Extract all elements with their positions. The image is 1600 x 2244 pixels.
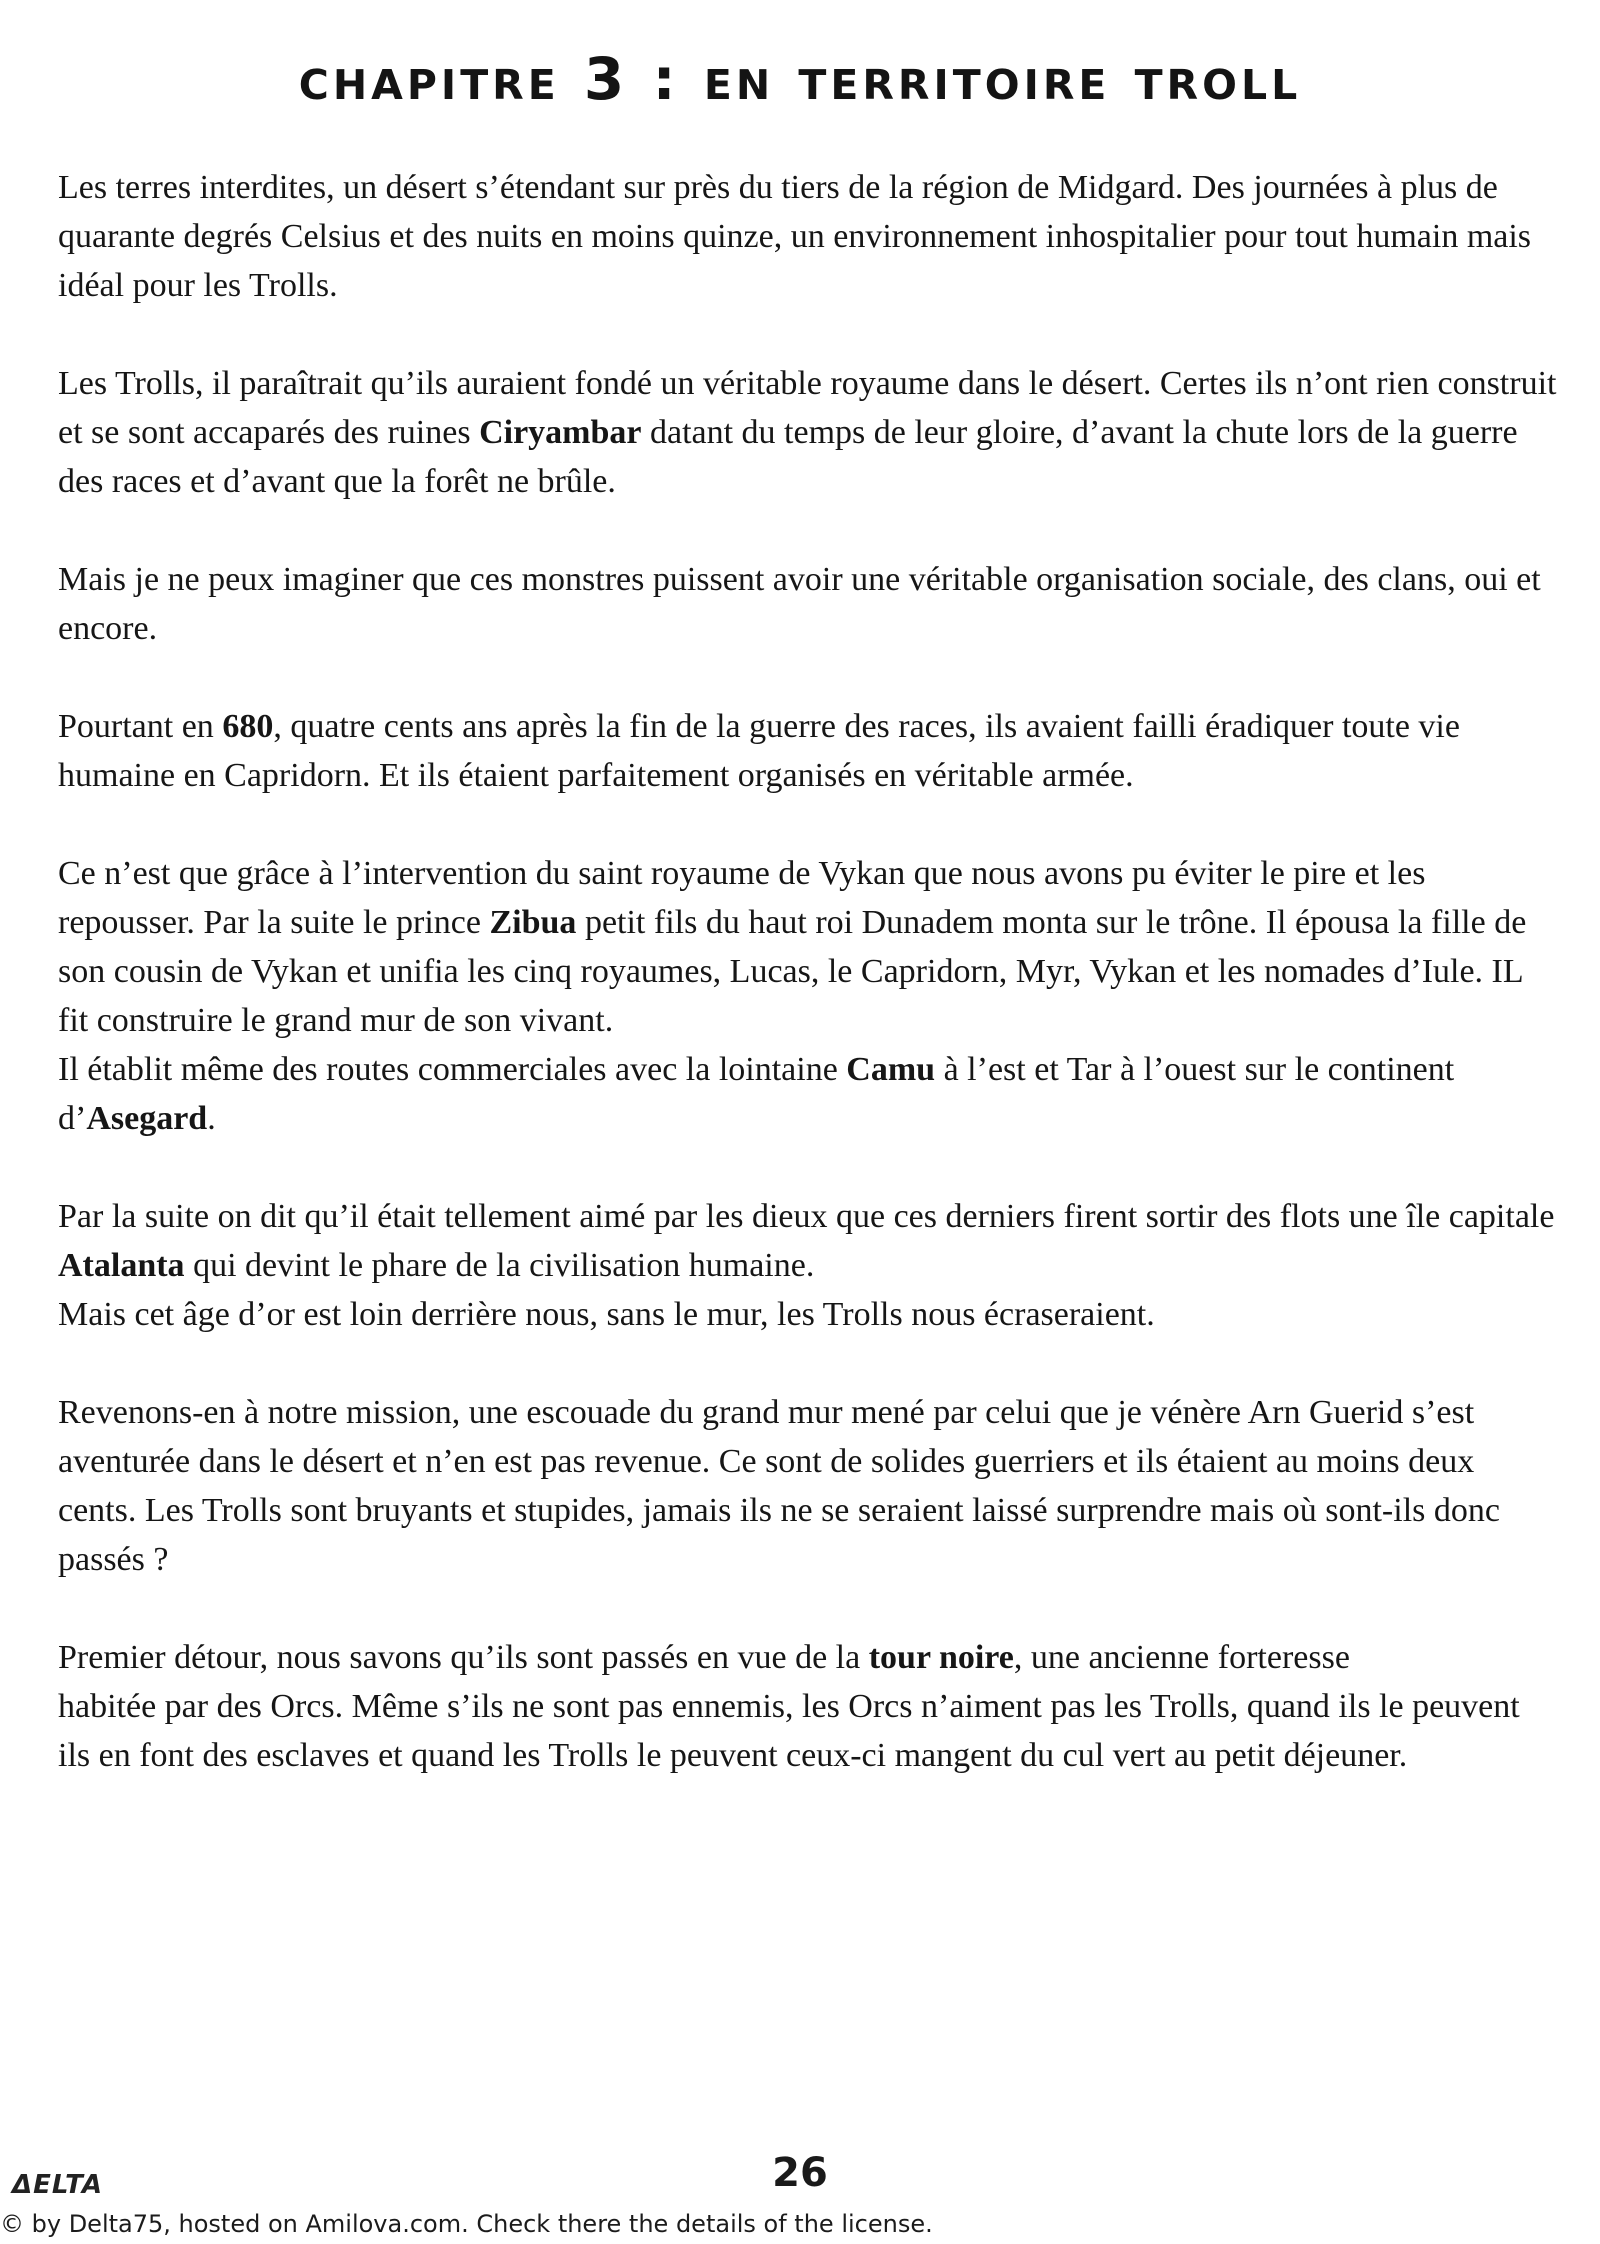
text-segment: Il établit même des routes commerciales avec la lointaine	[58, 1051, 847, 1088]
footer-credit: © by Delta75, hosted on Amilova.com. Check there the details of the license.	[0, 2210, 933, 2238]
text-segment: datant du temps de leur gloire, d’avant la chute lors de la guerre des races et d’avant que la forêt ne brûle.	[58, 414, 1518, 500]
paragraph	[58, 1290, 1558, 1339]
text-segment: Les terres interdites, un désert s’étendant sur près du tiers de la région de Midgard. Des journées à plus de quarante degrés Celsius et des nuits en moins quinze, un environnement inhospitalier pour tout humain mais idéal pour les Trolls.	[58, 169, 1532, 304]
body-text	[58, 163, 1558, 1829]
text-segment: petit fils du haut roi Dunadem monta sur le trône. Il épousa la fille de son cousin de Vykan et unifia les cinq royaumes, Lucas, le Capridorn, Myr, Vykan et les nomades d’Iule. IL fit construire le grand mur de son vivant.	[58, 904, 1527, 1039]
paragraph	[58, 702, 1558, 800]
paragraph	[58, 1388, 1558, 1584]
text-segment: Pourtant en	[58, 708, 223, 745]
emphasized-term: Atalanta	[58, 1247, 185, 1284]
paragraph	[58, 555, 1558, 653]
text-segment: habitée par des Orcs. Même s’ils ne sont pas ennemis, les Orcs n’aiment pas les Trolls, quand ils le peuvent ils en font des esclaves et quand les Trolls le peuvent ceux-ci mangent du cul vert au petit déjeuner.	[58, 1688, 1520, 1774]
page-number: 26	[772, 2150, 828, 2196]
text-segment: , une ancienne forteresse	[1013, 1639, 1359, 1676]
text-segment: qui devint le phare de la civilisation humaine.	[184, 1247, 815, 1284]
text-segment: Les Trolls, il paraîtrait qu’ils auraient fondé un véritable royaume dans le désert. Certes ils n’ont rien construit et se sont accaparés des ruines	[58, 365, 1557, 451]
emphasized-term: Asegard	[86, 1100, 208, 1137]
text-segment: Mais cet âge d’or est loin derrière nous, sans le mur, les Trolls nous écraseraient.	[58, 1296, 1155, 1333]
text-segment: Mais je ne peux imaginer que ces monstres puissent avoir une véritable organisation sociale, des clans, oui et encore.	[58, 561, 1541, 647]
paragraph	[58, 359, 1558, 506]
emphasized-term: Zibua	[489, 904, 577, 941]
text-segment: .	[207, 1100, 216, 1137]
text-segment: , quatre cents ans après la fin de la guerre des races, ils avaient failli éradiquer toute vie humaine en Capridorn. Et ils étaient parfaitement organisés en véritable armée.	[58, 708, 1460, 794]
emphasized-term: Ciryambar	[479, 414, 642, 451]
emphasized-term: 680	[222, 708, 274, 745]
text-segment: Revenons-en à notre mission, une escouade du grand mur mené par celui que je vénère Arn Guerid s’est aventurée dans le désert et n’en est pas revenue. Ce sont de solides guerriers et ils étaient au moins deux cents. Les Trolls sont bruyants et stupides, jamais ils ne se seraient laissé surprendre mais où sont-ils donc passés ?	[58, 1394, 1500, 1578]
text-segment: à l’est et Tar à l’ouest sur le continent d’	[58, 1051, 1455, 1137]
paragraph	[58, 1633, 1558, 1780]
text-segment: Ce n’est que grâce à l’intervention du saint royaume de Vykan que nous avons pu éviter le pire et les repousser. Par la suite le prince	[58, 855, 1426, 941]
paragraph	[58, 163, 1558, 310]
paragraph	[58, 1192, 1558, 1290]
page-title: chapitre 3 : en territoire troll	[298, 45, 1302, 113]
text-segment: Par la suite on dit qu’il était tellement aimé par les dieux que ces derniers firent sortir des flots une île capitale	[58, 1198, 1555, 1235]
emphasized-term: tour noire	[868, 1639, 1014, 1676]
text-segment: Premier détour, nous savons qu’ils sont passés en vue de la	[58, 1639, 869, 1676]
paragraph	[58, 1045, 1558, 1143]
author-logo: ΔELTA	[12, 2170, 103, 2200]
emphasized-term: Camu	[846, 1051, 936, 1088]
paragraph	[58, 849, 1558, 1045]
